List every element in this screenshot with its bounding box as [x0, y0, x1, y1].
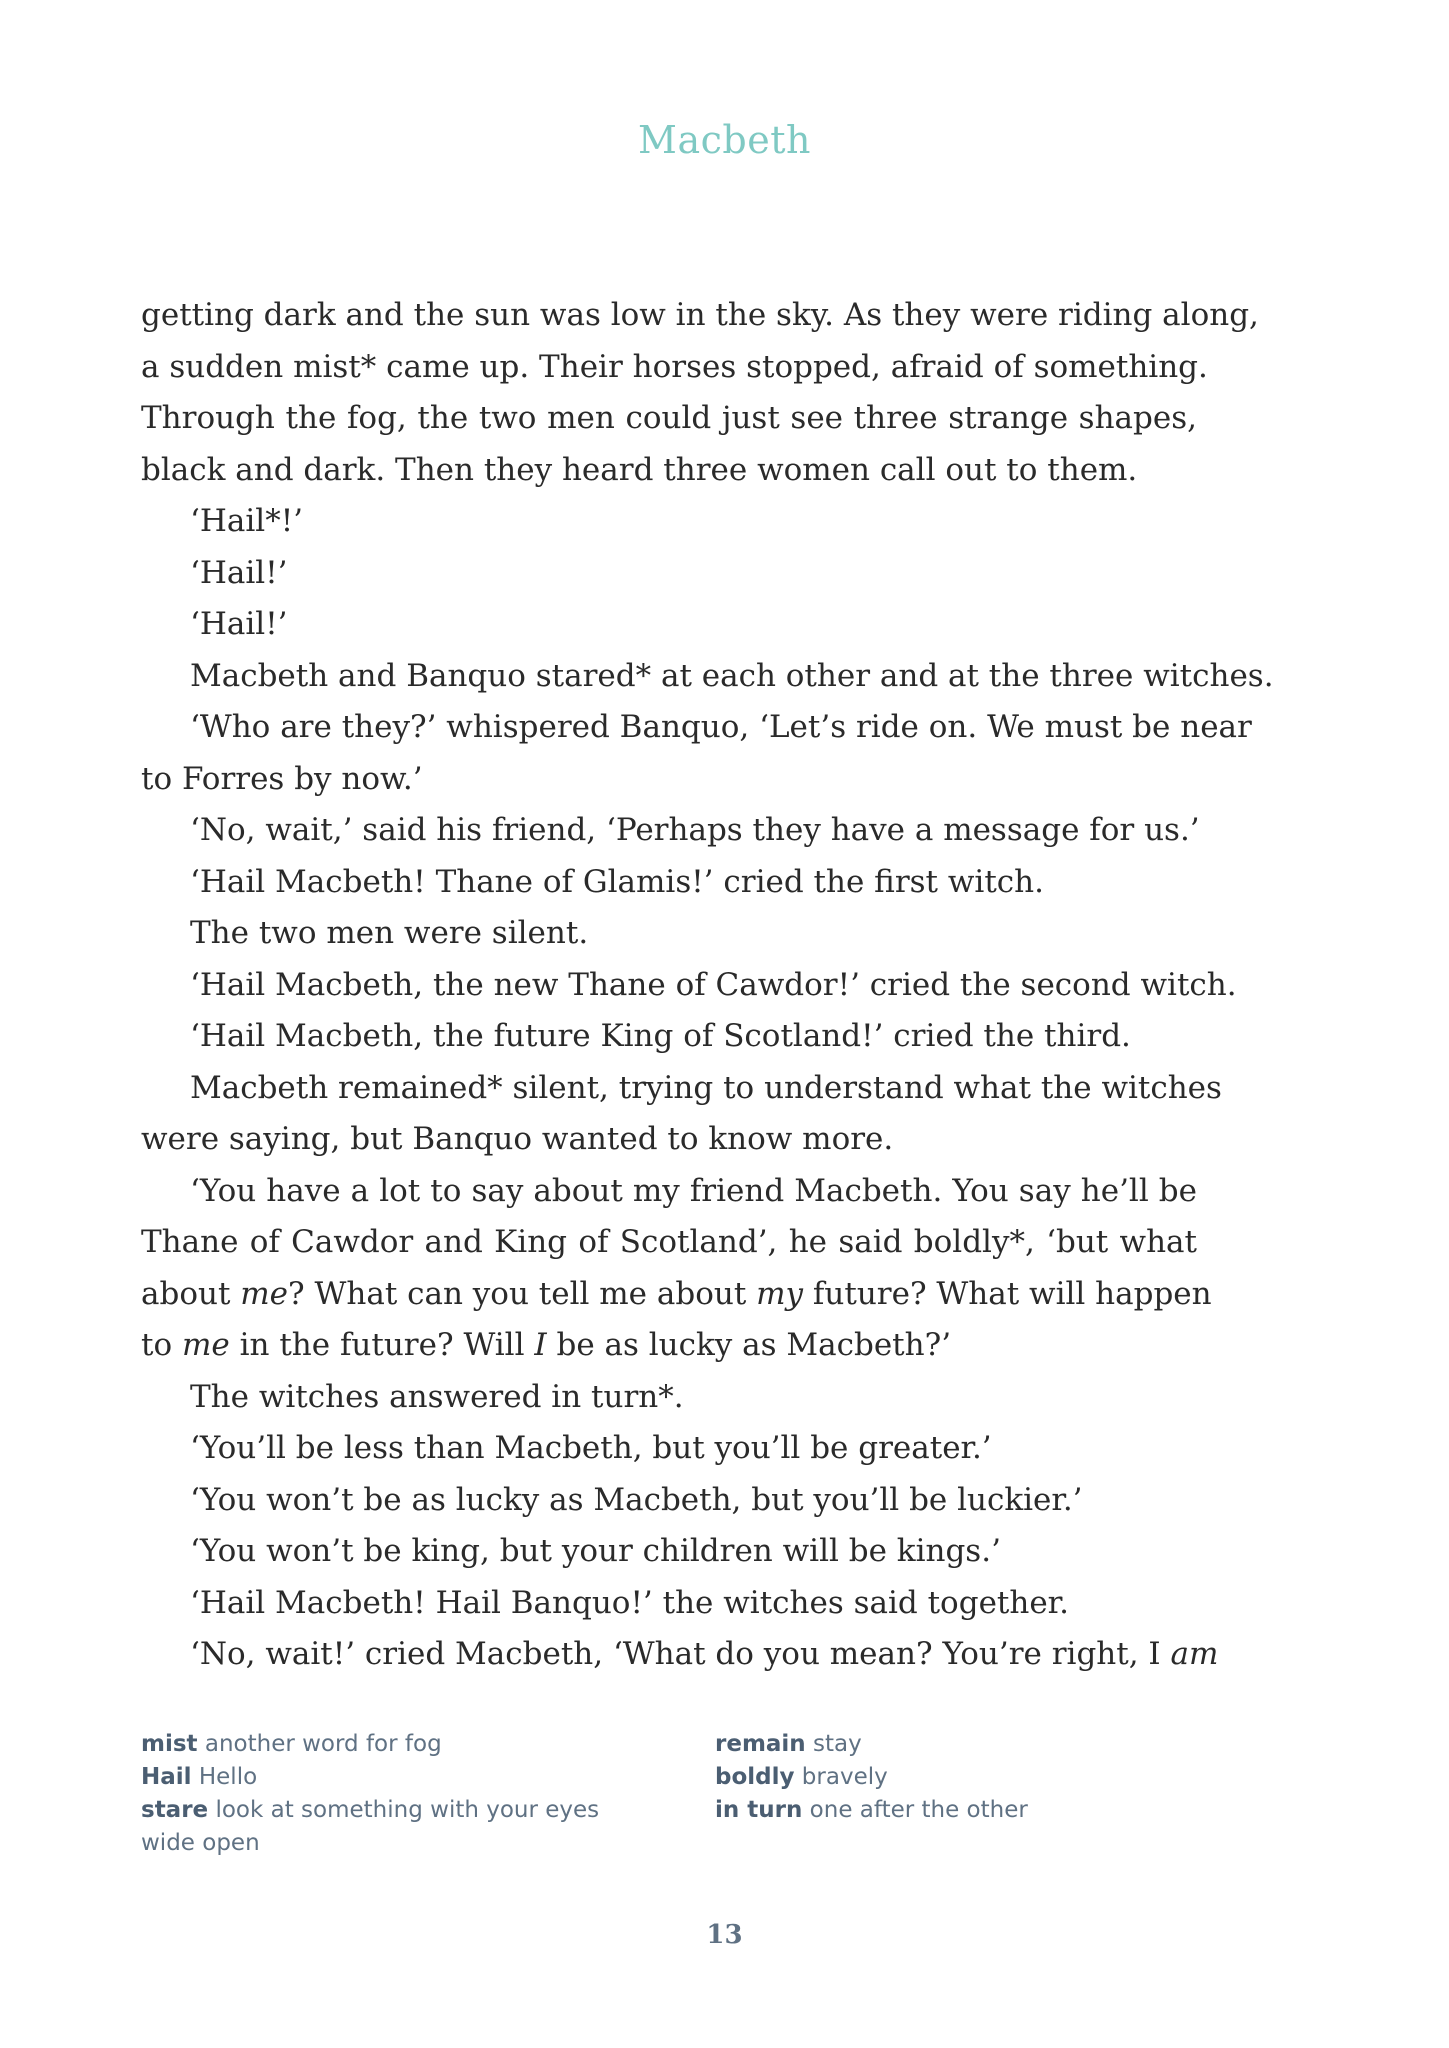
- text-line: black and dark. Then they heard three women call out to them.: [141, 451, 1138, 488]
- glossary-term: stare: [141, 1797, 209, 1823]
- glossary-definition: look at something with your eyes wide open: [141, 1797, 600, 1856]
- text-line: The witches answered in turn*.: [190, 1378, 684, 1415]
- glossary-definition: Hello: [191, 1764, 258, 1790]
- text-line: to me in the future? Will I be as lucky as Macbeth?’: [141, 1327, 952, 1363]
- text-line: a sudden mist* came up. Their horses stopped, afraid of something.: [141, 348, 1208, 385]
- glossary-term: Hail: [141, 1764, 192, 1790]
- glossary-entry: [715, 1794, 1195, 1827]
- text-line: Macbeth and Banquo stared* at each other and at the three witches.: [190, 657, 1274, 694]
- text-line: ‘Hail Macbeth, the future King of Scotland!’ cried the third.: [190, 1018, 1131, 1054]
- text-line: ‘Hail!’: [190, 606, 288, 642]
- text-line: ‘No, wait!’ cried Macbeth, ‘What do you mean? You’re right, I am: [190, 1636, 1219, 1672]
- glossary-term: remain: [715, 1731, 806, 1757]
- story-text: [141, 290, 1274, 1681]
- running-head-title: Macbeth: [638, 118, 811, 162]
- text-line: ‘You’ll be less than Macbeth, but you’ll be greater.’: [190, 1430, 992, 1466]
- glossary-entry: [141, 1761, 621, 1794]
- glossary-definition: bravely: [794, 1764, 888, 1790]
- text-line: were saying, but Banquo wanted to know more.: [141, 1121, 894, 1157]
- text-line: ‘You won’t be as lucky as Macbeth, but you’ll be luckier.’: [190, 1481, 1083, 1518]
- glossary-entry: [141, 1794, 621, 1860]
- text-line: ‘Hail*!’: [190, 503, 304, 539]
- glossary-definition: stay: [805, 1731, 862, 1757]
- glossary-entry: [715, 1761, 1195, 1794]
- text-line: ‘Hail Macbeth! Thane of Glamis!’ cried the first witch.: [190, 863, 1044, 900]
- text-line: Macbeth remained* silent, trying to understand what the witches: [190, 1069, 1222, 1106]
- glossary-term: boldly: [715, 1764, 795, 1790]
- text-line: Through the fog, the two men could just see three strange shapes,: [141, 400, 1197, 436]
- glossary-term: in turn: [715, 1797, 803, 1823]
- glossary-entry: [715, 1728, 1195, 1761]
- glossary-column-right: [715, 1728, 1195, 1827]
- text-line: The two men were silent.: [190, 915, 589, 951]
- glossary-definition: another word for fog: [197, 1731, 442, 1757]
- text-line: ‘You have a lot to say about my friend Macbeth. You say he’ll be: [190, 1172, 1197, 1209]
- text-line: ‘Hail Macbeth! Hail Banquo!’ the witches said together.: [190, 1584, 1069, 1621]
- glossary-term: mist: [141, 1731, 198, 1757]
- glossary-column-left: [141, 1728, 621, 1860]
- glossary-entry: [141, 1728, 621, 1761]
- text-line: to Forres by now.’: [141, 760, 423, 797]
- text-line: ‘Hail Macbeth, the new Thane of Cawdor!’ cried the second witch.: [190, 966, 1237, 1003]
- page-number: 13: [706, 1920, 743, 1950]
- text-line: ‘Hail!’: [190, 554, 288, 591]
- glossary-definition: one after the other: [802, 1797, 1028, 1823]
- text-line: ‘Who are they?’ whispered Banquo, ‘Let’s ride on. We must be near: [190, 709, 1252, 745]
- text-line: about me? What can you tell me about my future? What will happen: [141, 1275, 1212, 1312]
- text-line: getting dark and the sun was low in the sky. As they were riding along,: [141, 297, 1259, 333]
- text-line: ‘No, wait,’ said his friend, ‘Perhaps they have a message for us.’: [190, 812, 1200, 848]
- text-line: Thane of Cawdor and King of Scotland’, he said boldly*, ‘but what: [141, 1224, 1197, 1260]
- text-line: ‘You won’t be king, but your children will be kings.’: [190, 1533, 1001, 1569]
